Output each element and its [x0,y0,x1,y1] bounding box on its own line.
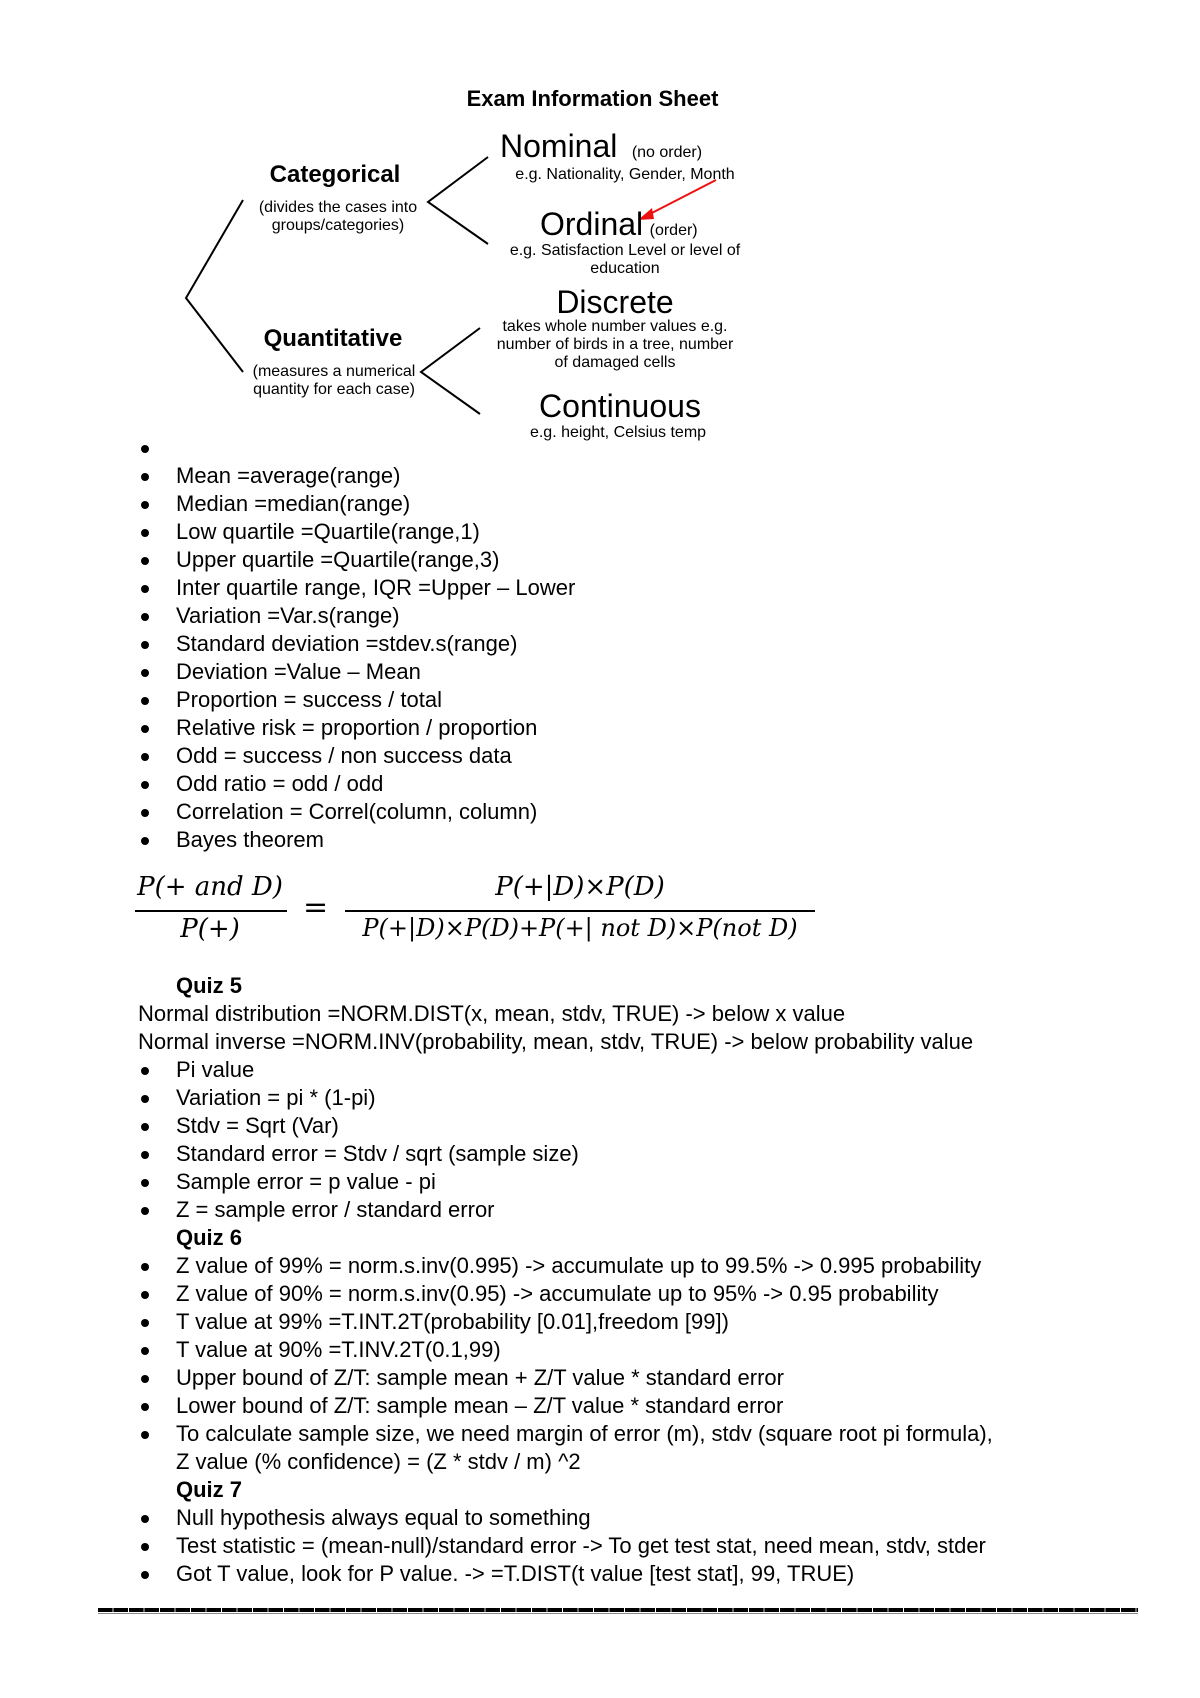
list-item: Correlation = Correl(column, column) [138,798,575,826]
list-item: Z value of 90% = norm.s.inv(0.95) -> accumulate up to 95% -> 0.95 probability [138,1280,993,1308]
list-item: Pi value [138,1056,579,1084]
quiz7-heading: Quiz 7 [176,1477,243,1502]
list-item: Low quartile =Quartile(range,1) [138,518,575,546]
nominal-example: e.g. Nationality, Gender, Month [515,166,735,183]
list-item: Upper quartile =Quartile(range,3) [138,546,575,574]
list-item: Bayes theorem [138,826,575,854]
list-item: Null hypothesis always equal to something [138,1504,986,1532]
continuous-example: e.g. height, Celsius temp [529,424,707,441]
page-footer-rule-underline [98,1613,1138,1614]
list-item: Relative risk = proportion / proportion [138,714,575,742]
nominal-label: Nominal [500,128,618,164]
list-item: Mean =average(range) [138,462,575,490]
page-footer-rule [98,1608,1138,1612]
list-item: Standard error = Stdv / sqrt (sample size) [138,1140,579,1168]
list-item: Stdv = Sqrt (Var) [138,1112,579,1140]
list-item: Inter quartile range, IQR =Upper – Lower [138,574,575,602]
list-item: Deviation =Value – Mean [138,658,575,686]
bayes-lhs-denominator: P(+) [180,914,240,944]
bayes-lhs-fraction-bar [135,910,287,912]
list-item: T value at 99% =T.INT.2T(probability [0.01],freedom [99]) [138,1308,993,1336]
list-item: Variation =Var.s(range) [138,602,575,630]
variable-types-diagram [0,0,1200,460]
bayes-formula [135,872,815,952]
page-title: Exam Information Sheet [466,86,719,111]
list-item: T value at 90% =T.INV.2T(0.1,99) [138,1336,993,1364]
ordinal-heading [540,206,740,243]
quiz5-normal-inverse: Normal inverse =NORM.INV(probability, mean, stdv, TRUE) -> below probability value [138,1029,974,1054]
list-item: Got T value, look for P value. -> =T.DIST(t value [test stat], 99, TRUE) [138,1560,986,1588]
list-item: Standard deviation =stdev.s(range) [138,630,575,658]
bayes-rhs-numerator: P(+|D)×P(D) [495,872,665,902]
list-item: Sample error = p value - pi [138,1168,579,1196]
bayes-rhs-denominator: P(+|D)×P(D)+P(+| not D)×P(not D) [362,914,798,942]
ordinal-label: Ordinal [540,206,644,242]
continuous-label: Continuous [539,388,701,424]
list-item [138,434,575,462]
categorical-bracket [428,157,488,244]
list-item: Proportion = success / total [138,686,575,714]
list-item: Median =median(range) [138,490,575,518]
ordinal-note: (order) [649,222,698,239]
root-bracket [186,200,243,372]
nominal-heading [500,128,760,165]
list-item: Variation = pi * (1-pi) [138,1084,579,1112]
ordinal-example: e.g. Satisfaction Level or level of education [509,242,741,277]
quiz6-sample-size-continuation: Z value (% confidence) = (Z * stdv / m) ^2 [176,1449,581,1474]
list-item: Odd = success / non success data [138,742,575,770]
list-item: Lower bound of Z/T: sample mean – Z/T value * standard error [138,1392,993,1420]
list-item: To calculate sample size, we need margin of error (m), stdv (square root pi formula), [138,1420,993,1448]
bayes-rhs-fraction-bar [345,910,815,912]
quiz5-list [138,1056,579,1224]
bayes-equals: = [303,890,329,925]
quiz6-list [138,1252,993,1448]
quiz6-heading: Quiz 6 [176,1225,243,1250]
list-item: Odd ratio = odd / odd [138,770,575,798]
categorical-description: (divides the cases into groups/categories) [258,199,418,234]
formula-list [138,434,575,854]
list-item: Test statistic = (mean-null)/standard error -> To get test stat, need mean, stdv, stder [138,1532,986,1560]
quantitative-description: (measures a numerical quantity for each case) [252,363,416,398]
discrete-example: takes whole number values e.g. number of birds in a tree, number of damaged cells [496,318,734,371]
nominal-note: (no order) [631,144,703,161]
list-item: Z = sample error / standard error [138,1196,579,1224]
quiz5-heading: Quiz 5 [176,973,243,998]
discrete-label: Discrete [556,284,674,320]
list-item: Z value of 99% = norm.s.inv(0.995) -> accumulate up to 99.5% -> 0.995 probability [138,1252,993,1280]
quantitative-bracket [421,328,480,414]
quiz5-normal-distribution: Normal distribution =NORM.DIST(x, mean, stdv, TRUE) -> below x value [138,1001,846,1026]
categorical-label: Categorical [269,161,401,188]
quantitative-label: Quantitative [263,325,403,352]
bayes-lhs-numerator: P(+ and D) [137,872,283,902]
quiz7-list [138,1504,986,1588]
list-item: Upper bound of Z/T: sample mean + Z/T value * standard error [138,1364,993,1392]
